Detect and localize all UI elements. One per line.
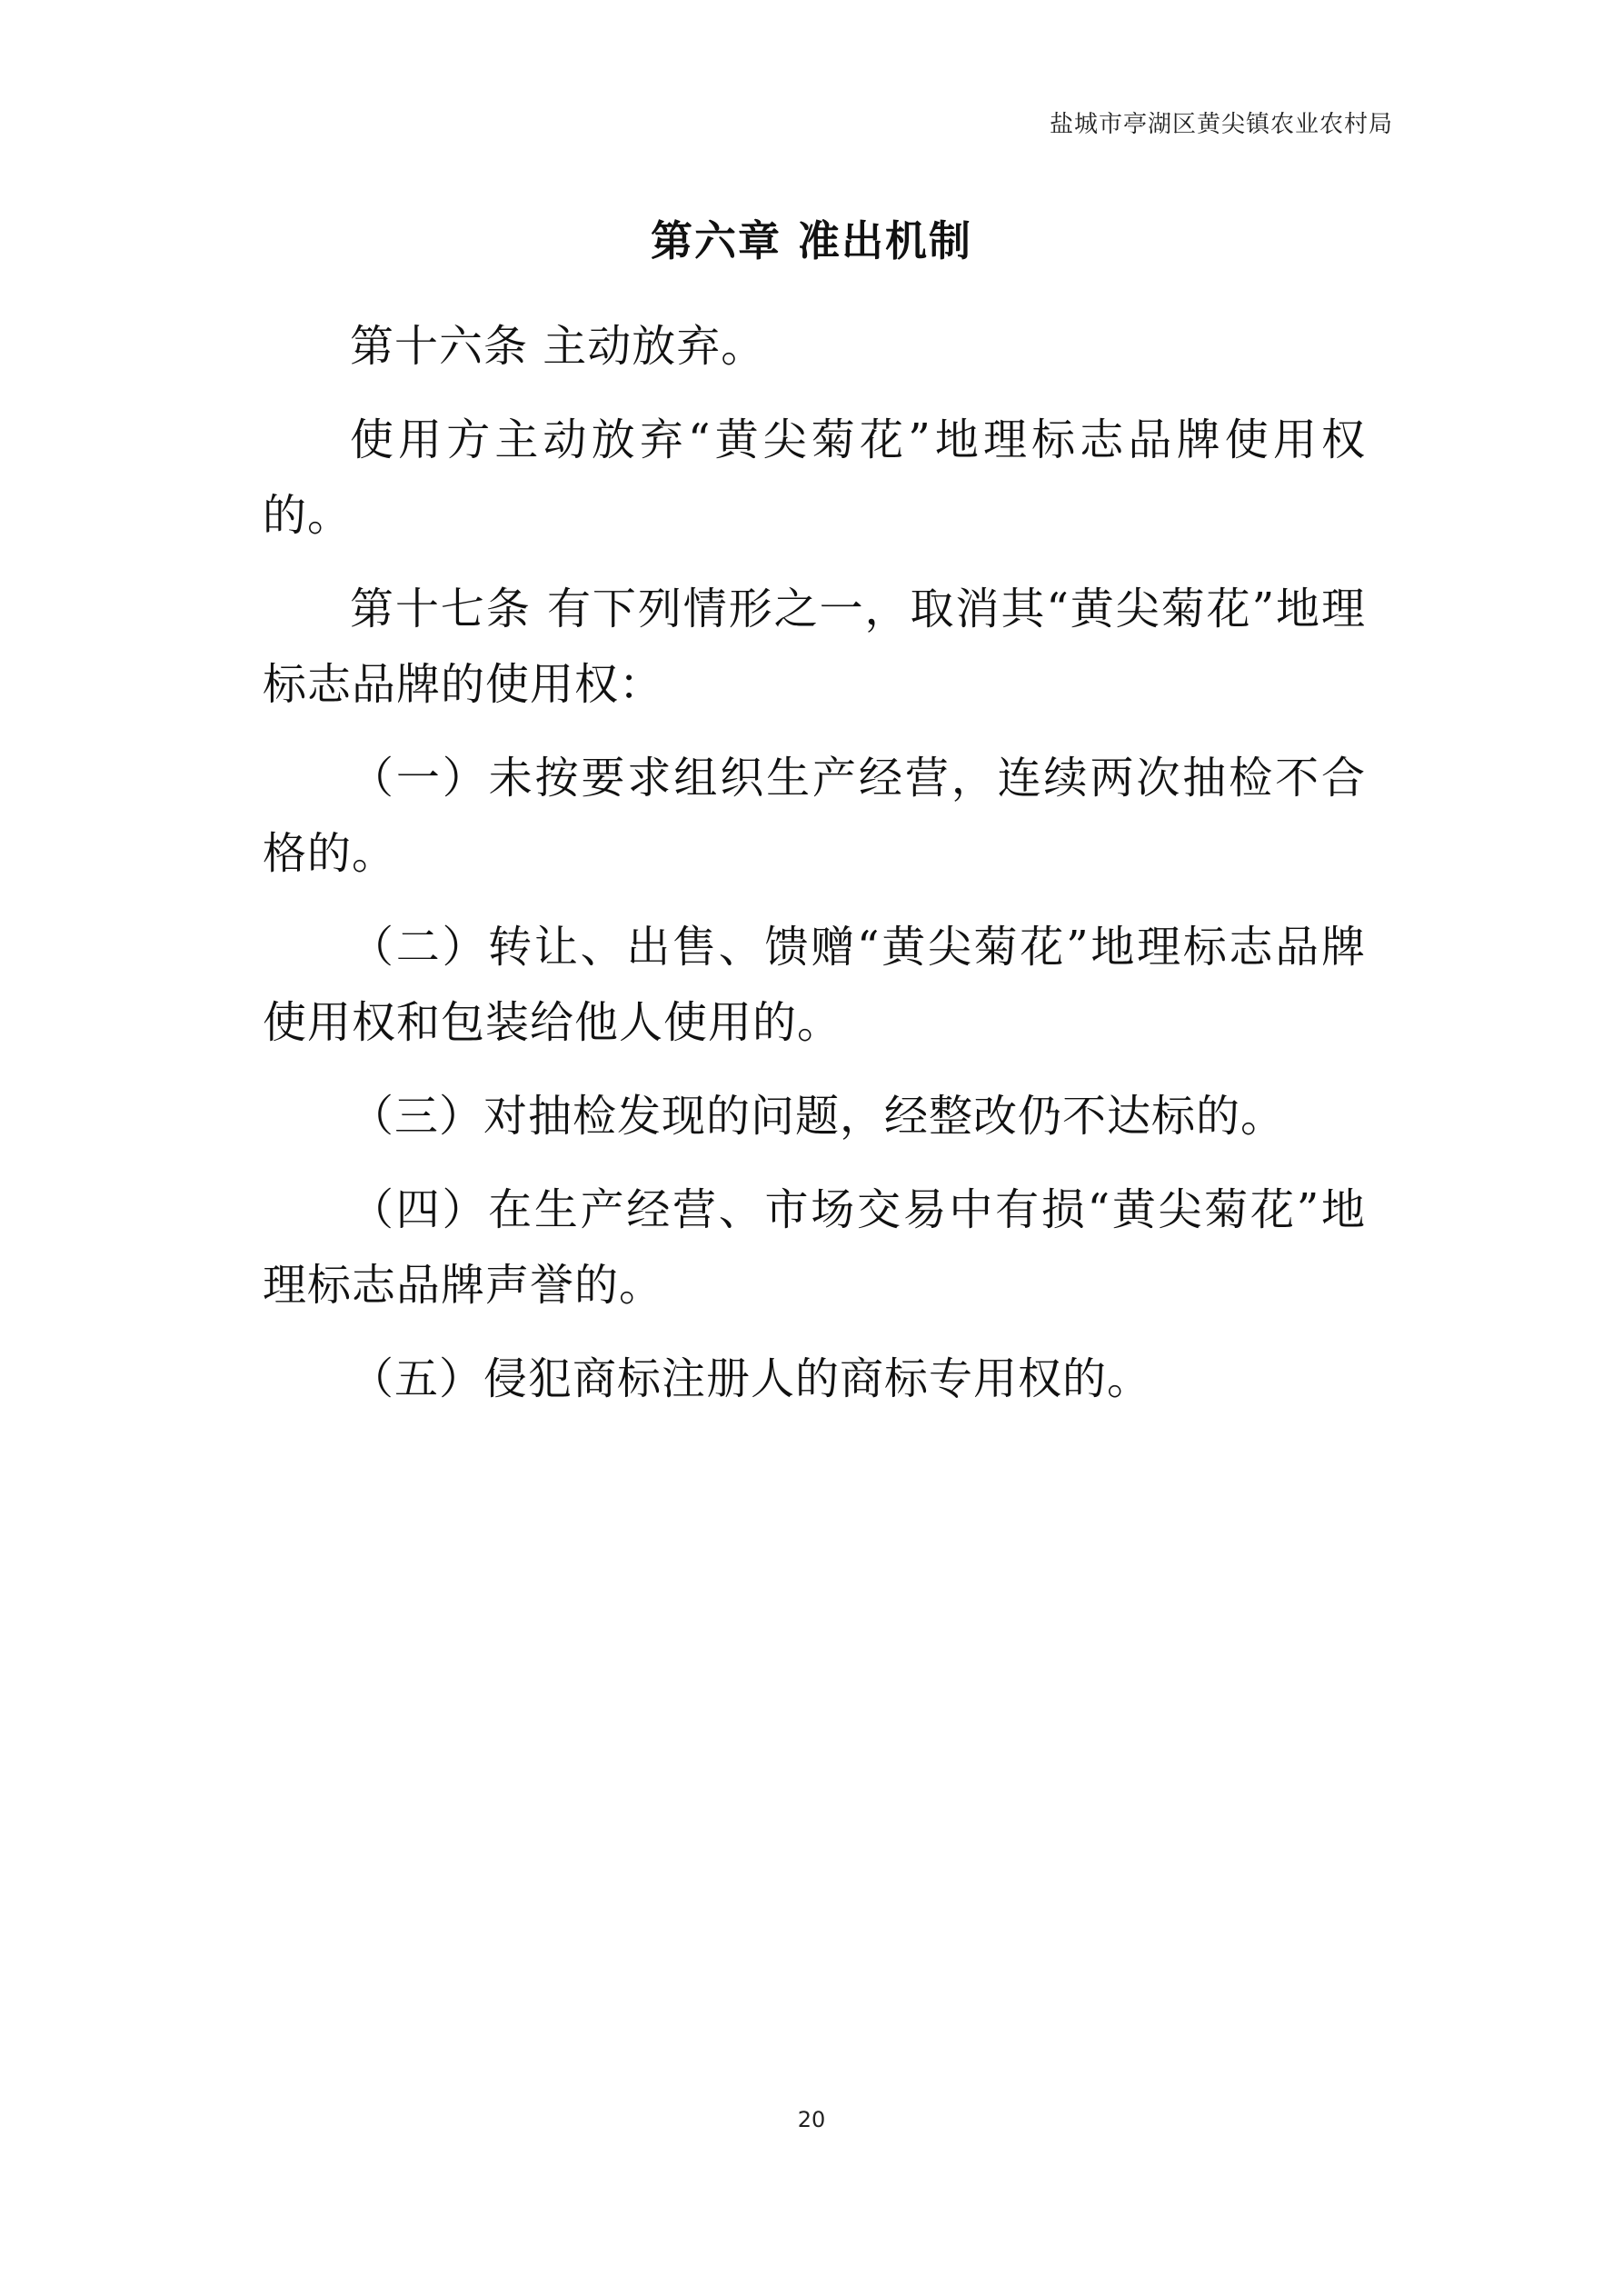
article-17-item-3: （三）对抽检发现的问题，经整改仍不达标的。 [350,1091,1286,1142]
article-16-heading: 第十六条 主动放弃。 [350,321,766,372]
article-17-heading: 第十七条 有下列情形之一，取消其“黄尖菊花”地理标志品牌的使用权： [263,584,1366,710]
chapter-title: 第六章 准出机制 [650,216,972,265]
article-17-item-2: （二）转让、出售、馈赠“黄尖菊花”地理标志品牌使用权和包装给他人使用的。 [263,922,1366,1048]
header-organization: 盐城市亭湖区黄尖镇农业农村局 [1049,111,1393,138]
body-text [263,309,1366,1435]
article-17-item-5: （五）侵犯商标注册人的商标专用权的。 [350,1353,1152,1404]
article-17-item-1: （一）未按要求组织生产经营，连续两次抽检不合格的。 [263,753,1366,879]
article-17-item-4: （四）在生产经营、市场交易中有损“黄尖菊花”地理标志品牌声誉的。 [263,1184,1366,1311]
article-16-text: 使用方主动放弃“黄尖菊花”地理标志品牌使用权的。 [263,414,1366,541]
page-number: 20 [797,2107,826,2132]
